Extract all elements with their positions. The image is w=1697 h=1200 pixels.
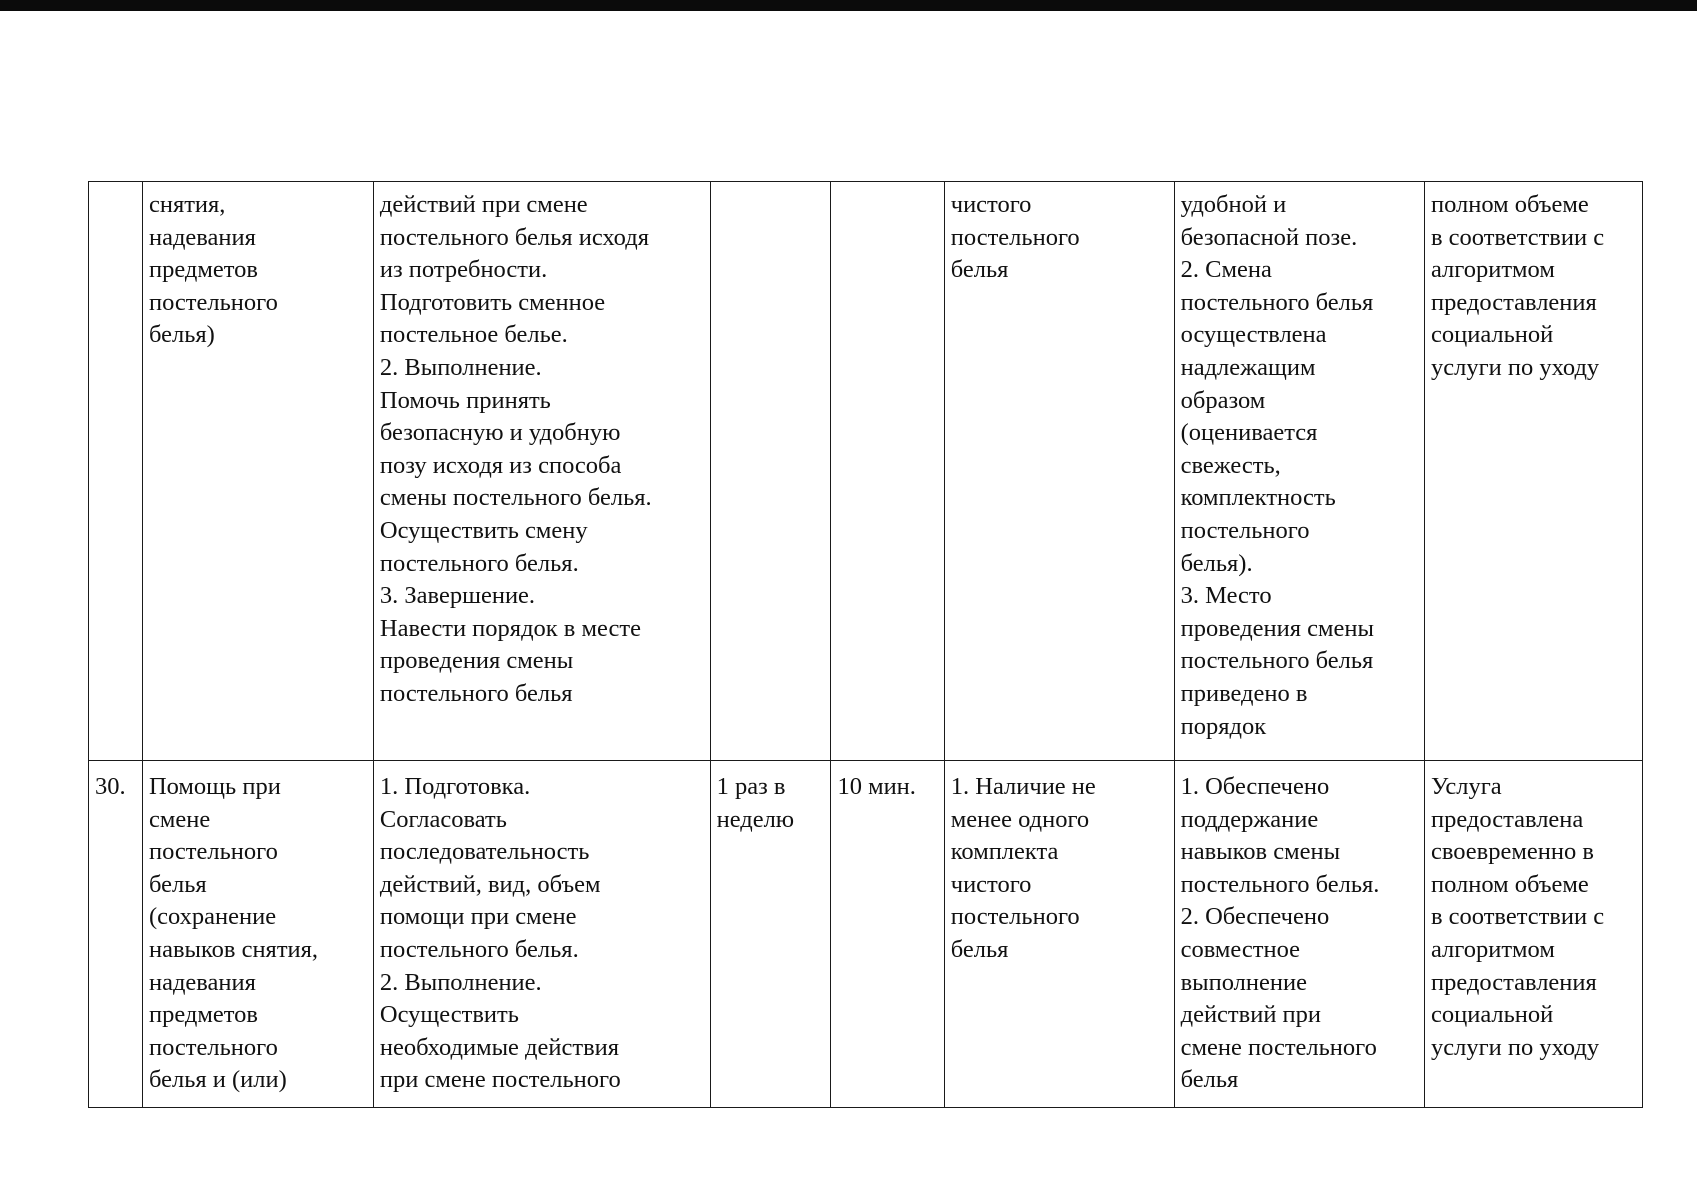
- scan-edge-bar: [0, 0, 1697, 11]
- cell-quality: полном объеме в соответствии с алгоритмом предоставления социальной услуги по уходу: [1424, 182, 1642, 761]
- cell-number: [89, 182, 143, 761]
- cell-frequency: 1 раз в неделю: [710, 761, 831, 1108]
- cell-duration: 10 мин.: [831, 761, 944, 1108]
- cell-description: действий при смене постельного белья исходя из потребности. Подготовить сменное постельное белье. 2. Выполнение. Помочь принять безопасную и удобную позу исходя из способа смены постельного белья. Осуществить смену постельного белья. 3. Завершение. Навести порядок в месте проведения смены постельного белья: [373, 182, 710, 761]
- table-row: [89, 182, 1643, 761]
- cell-duration: [831, 182, 944, 761]
- cell-conditions: 1. Наличие не менее одного комплекта чистого постельного белья: [944, 761, 1174, 1108]
- cell-frequency: [710, 182, 831, 761]
- cell-quality: Услуга предоставлена своевременно в полном объеме в соответствии с алгоритмом предоставления социальной услуги по уходу: [1424, 761, 1642, 1108]
- cell-indicators: удобной и безопасной позе. 2. Смена постельного белья осуществлена надлежащим образом (оценивается свежесть, комплектность постельного белья). 3. Место проведения смены постельного белья приведено в порядок: [1174, 182, 1424, 761]
- cell-service-name: снятия, надевания предметов постельного белья): [142, 182, 373, 761]
- table-row: [89, 761, 1643, 1108]
- cell-description: 1. Подготовка. Согласовать последовательность действий, вид, объем помощи при смене постельного белья. 2. Выполнение. Осуществить необходимые действия при смене постельного: [373, 761, 710, 1108]
- cell-number: 30.: [89, 761, 143, 1108]
- cell-indicators: 1. Обеспечено поддержание навыков смены постельного белья. 2. Обеспечено совместное выполнение действий при смене постельного белья: [1174, 761, 1424, 1108]
- cell-service-name: Помощь при смене постельного белья (сохранение навыков снятия, надевания предметов постельного белья и (или): [142, 761, 373, 1108]
- cell-conditions: чистого постельного белья: [944, 182, 1174, 761]
- services-table: [88, 181, 1643, 1108]
